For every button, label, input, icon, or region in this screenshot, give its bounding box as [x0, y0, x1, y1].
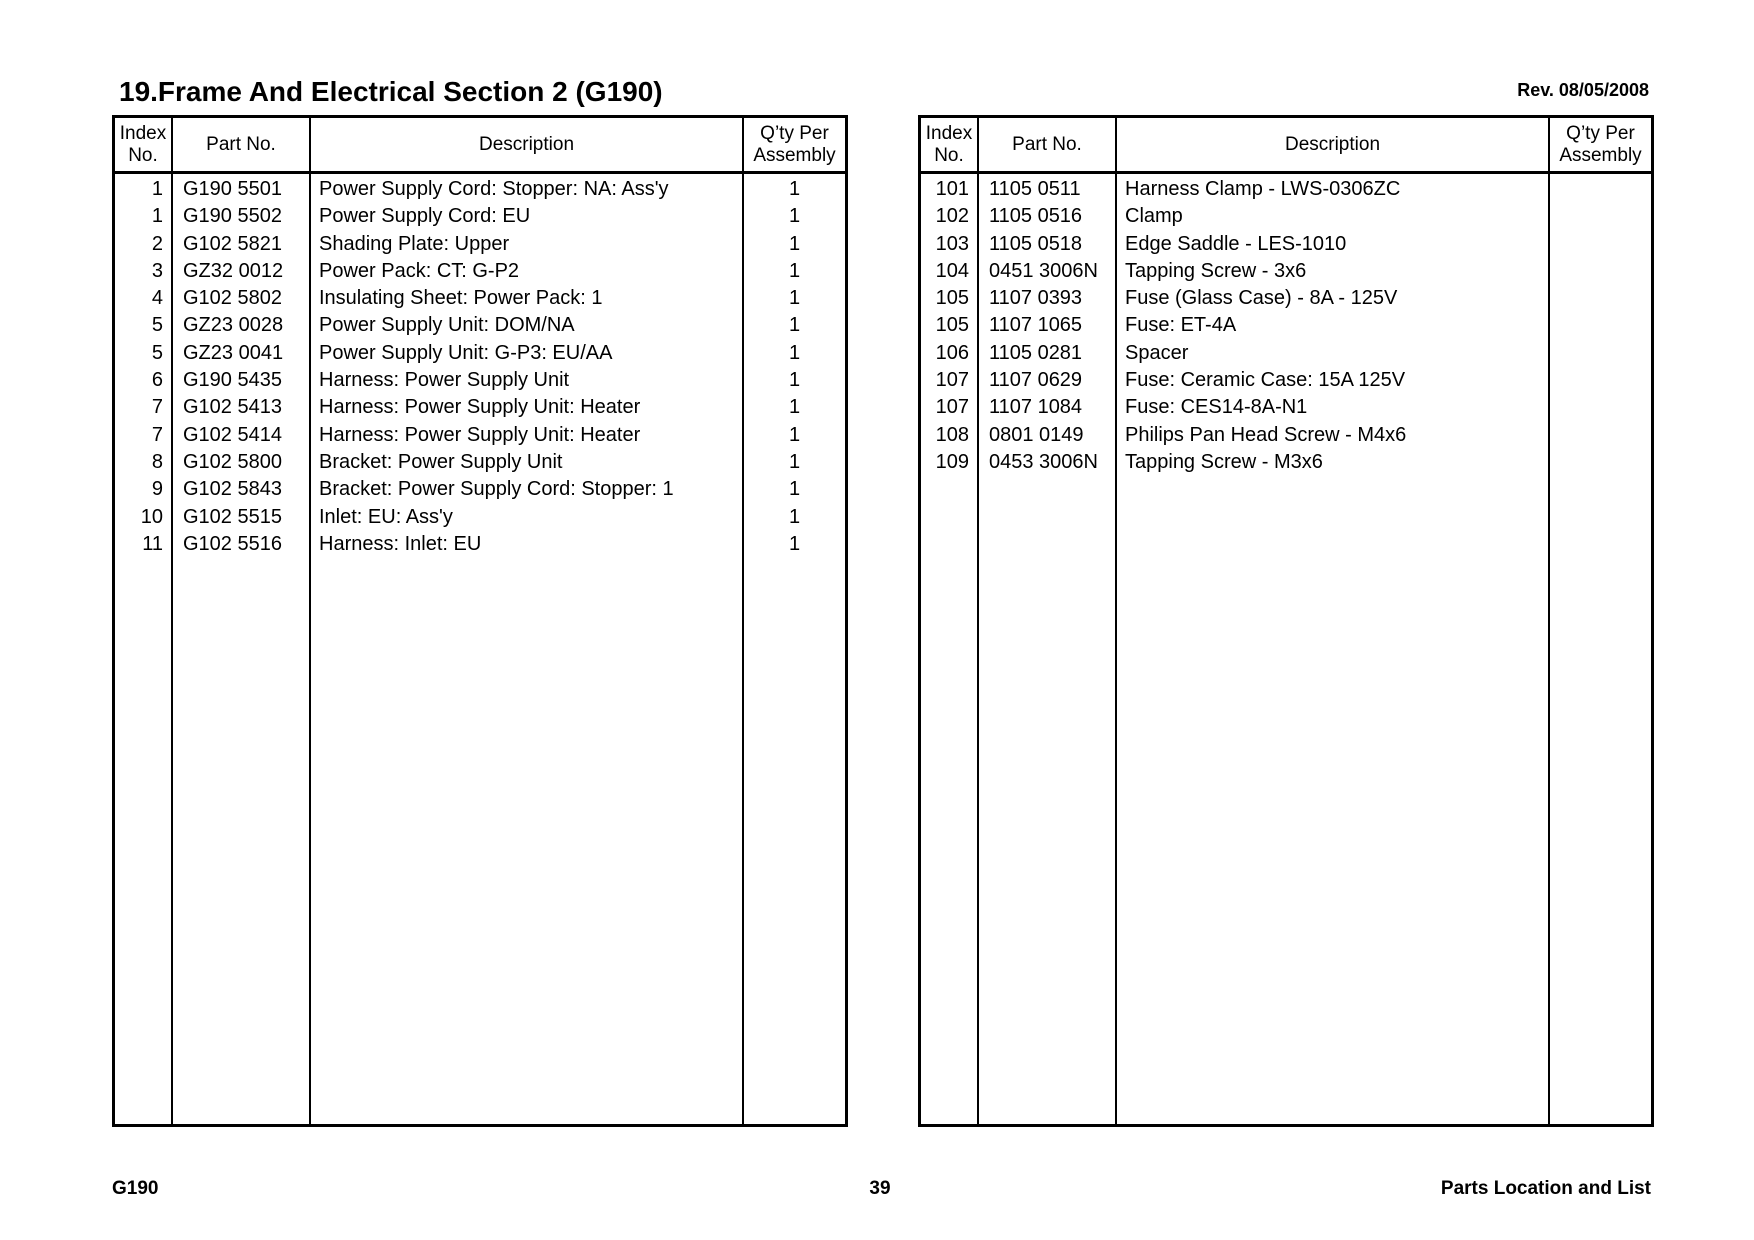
- cell-index: 2: [151, 232, 163, 255]
- cell-part-no: GZ32 0012: [183, 259, 284, 282]
- cell-index: 107: [935, 369, 969, 392]
- cell-qty: [1550, 394, 1651, 421]
- cell-index: 108: [935, 423, 969, 446]
- header-index: Index No.: [119, 122, 167, 166]
- cell-index: 5: [151, 341, 163, 364]
- cell-qty: 1: [788, 287, 801, 310]
- cell-qty: 1: [788, 341, 801, 364]
- cell-index: 4: [151, 287, 163, 310]
- table-row: [921, 394, 1651, 421]
- cell-description: Edge Saddle - LES-1010: [1125, 232, 1347, 255]
- cell-description: Harness: Power Supply Unit: [319, 369, 570, 392]
- footer-page-number: 39: [869, 1178, 891, 1199]
- cell-part-no: G190 5502: [183, 205, 282, 228]
- cell-part-no: G190 5501: [183, 178, 282, 200]
- parts-table-left: [112, 115, 848, 1127]
- table-row: [921, 312, 1651, 339]
- cell-description: Clamp: [1125, 205, 1183, 228]
- cell-description: Inlet: EU: Ass'y: [319, 505, 453, 528]
- cell-description: Fuse: ET-4A: [1125, 314, 1237, 337]
- table-row: [115, 367, 845, 394]
- cell-description: Bracket: Power Supply Cord: Stopper: 1: [319, 478, 674, 501]
- cell-description: Power Pack: CT: G-P2: [319, 259, 520, 282]
- cell-part-no: G190 5435: [183, 369, 282, 392]
- cell-description: Power Supply Unit: G-P3: EU/AA: [319, 341, 613, 364]
- cell-index: 1: [151, 178, 163, 200]
- table-row: [115, 340, 845, 367]
- cell-index: 106: [935, 341, 969, 364]
- cell-part-no: G102 5414: [183, 423, 282, 446]
- table-row: [115, 176, 845, 203]
- table-row: [115, 394, 845, 421]
- cell-description: Harness: Power Supply Unit: Heater: [319, 396, 641, 419]
- cell-qty: 1: [788, 396, 801, 419]
- cell-part-no: G102 5802: [183, 287, 282, 310]
- header-description: Description: [1284, 133, 1381, 155]
- cell-description: Tapping Screw - 3x6: [1125, 259, 1307, 282]
- cell-index: 10: [140, 505, 163, 528]
- table-row: [115, 312, 845, 339]
- cell-qty: 1: [788, 232, 801, 255]
- table-row: [115, 285, 845, 312]
- cell-description: Fuse: Ceramic Case: 15A 125V: [1125, 369, 1406, 392]
- cell-part-no: 1105 0281: [989, 341, 1083, 364]
- cell-index: 7: [151, 396, 163, 419]
- page-title: 19.Frame And Electrical Section 2 (G190): [119, 76, 663, 107]
- cell-qty: 1: [788, 450, 801, 473]
- cell-description: Harness: Power Supply Unit: Heater: [319, 423, 641, 446]
- cell-qty: 1: [788, 369, 801, 392]
- table-row: [115, 231, 845, 258]
- cell-description: Fuse: CES14-8A-N1: [1125, 396, 1308, 419]
- cell-description: Philips Pan Head Screw - M4x6: [1125, 423, 1407, 446]
- cell-qty: [1550, 258, 1651, 285]
- table-row: [921, 340, 1651, 367]
- cell-qty: [1550, 340, 1651, 367]
- cell-part-no: 1107 1065: [989, 314, 1083, 337]
- cell-part-no: G102 5413: [183, 396, 282, 419]
- table-row: [921, 176, 1651, 203]
- cell-index: 1: [151, 205, 163, 228]
- cell-index: 3: [151, 259, 163, 282]
- cell-qty: 1: [788, 205, 801, 228]
- header-index: Index No.: [925, 122, 973, 166]
- cell-index: 5: [151, 314, 163, 337]
- cell-description: Insulating Sheet: Power Pack: 1: [319, 287, 603, 310]
- cell-index: 102: [935, 205, 969, 228]
- table-row: [921, 367, 1651, 394]
- cell-qty: [1550, 231, 1651, 258]
- cell-part-no: GZ23 0028: [183, 314, 284, 337]
- cell-qty: 1: [788, 259, 801, 282]
- table-rows: [921, 176, 1651, 476]
- header-qty: Q’ty Per Assembly: [753, 122, 836, 166]
- header-divider: [921, 171, 1651, 174]
- parts-table-right: [918, 115, 1654, 1127]
- cell-part-no: GZ23 0041: [183, 341, 284, 364]
- cell-part-no: G102 5515: [183, 505, 282, 528]
- cell-part-no: 0451 3006N: [989, 259, 1098, 282]
- cell-qty: [1550, 176, 1651, 203]
- cell-index: 7: [151, 423, 163, 446]
- cell-index: 105: [935, 314, 969, 337]
- cell-part-no: G102 5516: [183, 532, 282, 555]
- cell-index: 103: [935, 232, 969, 255]
- cell-description: Harness: Inlet: EU: [319, 532, 482, 555]
- table-row: [115, 476, 845, 503]
- cell-qty: [1550, 312, 1651, 339]
- footer-model: G190: [112, 1178, 159, 1199]
- cell-part-no: 0801 0149: [989, 423, 1084, 446]
- table-row: [115, 422, 845, 449]
- cell-qty: 1: [788, 314, 801, 337]
- cell-description: Power Supply Cord: Stopper: NA: Ass'y: [319, 178, 669, 200]
- cell-description: Power Supply Cord: EU: [319, 205, 531, 228]
- cell-index: 109: [935, 450, 969, 473]
- cell-index: 105: [935, 287, 969, 310]
- cell-qty: 1: [788, 478, 801, 501]
- cell-qty: 1: [788, 532, 801, 555]
- cell-qty: [1550, 367, 1651, 394]
- cell-qty: 1: [788, 423, 801, 446]
- table-row: [115, 258, 845, 285]
- cell-part-no: 1107 0393: [989, 287, 1083, 310]
- table-row: [115, 531, 845, 558]
- table-row: [115, 504, 845, 531]
- cell-part-no: 1105 0511: [989, 178, 1081, 200]
- cell-qty: [1550, 422, 1651, 449]
- footer-section: Parts Location and List: [1440, 1178, 1651, 1199]
- cell-part-no: 1107 0629: [989, 369, 1083, 392]
- header-divider: [115, 171, 845, 174]
- table-row: [921, 449, 1651, 476]
- table-row: [115, 203, 845, 230]
- cell-qty: 1: [788, 505, 801, 528]
- cell-index: 6: [151, 369, 163, 392]
- cell-description: Harness Clamp - LWS-0306ZC: [1125, 178, 1401, 200]
- table-row: [921, 231, 1651, 258]
- cell-index: 104: [935, 259, 969, 282]
- table-rows: [115, 176, 845, 558]
- cell-part-no: 1105 0516: [989, 205, 1083, 228]
- cell-qty: [1550, 285, 1651, 312]
- table-row: [921, 285, 1651, 312]
- cell-qty: [1550, 203, 1651, 230]
- cell-part-no: 1107 1084: [989, 396, 1083, 419]
- table-row: [921, 258, 1651, 285]
- table-row: [921, 203, 1651, 230]
- cell-part-no: 0453 3006N: [989, 450, 1098, 473]
- header-qty: Q’ty Per Assembly: [1559, 122, 1642, 166]
- cell-description: Fuse (Glass Case) - 8A - 125V: [1125, 287, 1398, 310]
- cell-index: 8: [151, 450, 163, 473]
- table-row: [921, 422, 1651, 449]
- cell-index: 101: [935, 178, 969, 200]
- cell-index: 9: [151, 478, 163, 501]
- cell-description: Tapping Screw - M3x6: [1125, 450, 1323, 473]
- cell-part-no: G102 5821: [183, 232, 282, 255]
- cell-description: Shading Plate: Upper: [319, 232, 510, 255]
- header-part-no: Part No.: [206, 133, 276, 155]
- revision-date: Rev. 08/05/2008: [1517, 80, 1649, 100]
- table-row: [115, 449, 845, 476]
- header-description: Description: [478, 133, 575, 155]
- cell-qty: [1550, 449, 1651, 476]
- header-part-no: Part No.: [1012, 133, 1082, 155]
- cell-description: Power Supply Unit: DOM/NA: [319, 314, 575, 337]
- cell-part-no: 1105 0518: [989, 232, 1083, 255]
- cell-description: Spacer: [1125, 341, 1189, 364]
- cell-part-no: G102 5843: [183, 478, 282, 501]
- cell-index: 107: [935, 396, 969, 419]
- cell-index: 11: [142, 532, 163, 555]
- cell-qty: 1: [788, 178, 801, 200]
- cell-description: Bracket: Power Supply Unit: [319, 450, 563, 473]
- cell-part-no: G102 5800: [183, 450, 282, 473]
